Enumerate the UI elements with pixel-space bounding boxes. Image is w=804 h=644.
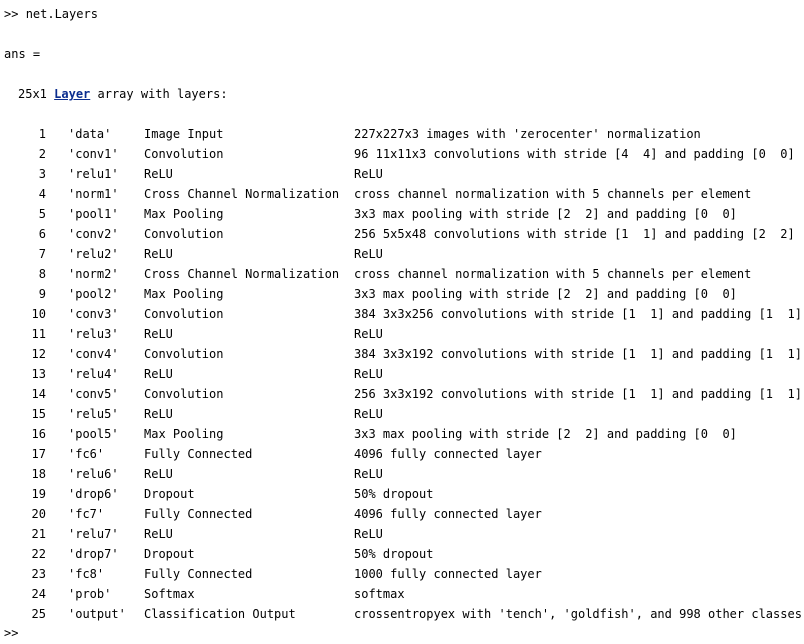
layer-type: ReLU bbox=[144, 407, 173, 421]
layer-row bbox=[0, 266, 804, 286]
layer-type: Classification Output bbox=[144, 607, 296, 621]
layer-index: 18 bbox=[31, 467, 46, 481]
layer-index: 3 bbox=[38, 167, 46, 181]
layer-description: 227x227x3 images with 'zerocenter' normalization bbox=[354, 127, 701, 141]
layer-row bbox=[0, 166, 804, 186]
layer-name: 'conv2' bbox=[68, 227, 119, 241]
layer-row bbox=[0, 466, 804, 486]
layer-type: ReLU bbox=[144, 167, 173, 181]
layer-name: 'relu5' bbox=[68, 407, 119, 421]
layer-index: 16 bbox=[31, 427, 46, 441]
command-text: net.Layers bbox=[25, 7, 98, 21]
layer-name: 'relu3' bbox=[68, 327, 119, 341]
layer-row bbox=[0, 126, 804, 146]
layer-description: 256 5x5x48 convolutions with stride [1 1] and padding [2 2] bbox=[354, 227, 795, 241]
layer-index: 9 bbox=[38, 287, 46, 301]
layer-row bbox=[0, 566, 804, 586]
layer-description: 4096 fully connected layer bbox=[354, 447, 542, 461]
layer-row bbox=[0, 206, 804, 226]
layer-name: 'conv5' bbox=[68, 387, 119, 401]
layer-type: Convolution bbox=[144, 387, 224, 401]
layer-index: 1 bbox=[38, 127, 46, 141]
ans-label: ans = bbox=[4, 47, 41, 61]
layer-index: 22 bbox=[31, 547, 46, 561]
layer-type: Max Pooling bbox=[144, 287, 224, 301]
layer-name: 'conv3' bbox=[68, 307, 119, 321]
layer-row bbox=[0, 586, 804, 606]
layer-description: ReLU bbox=[354, 407, 383, 421]
layer-description: ReLU bbox=[354, 527, 383, 541]
layer-name: 'pool1' bbox=[68, 207, 119, 221]
layer-name: 'norm2' bbox=[68, 267, 119, 281]
layer-index: 14 bbox=[31, 387, 46, 401]
layer-name: 'fc7' bbox=[68, 507, 105, 521]
layer-index: 13 bbox=[31, 367, 46, 381]
layer-index: 12 bbox=[31, 347, 46, 361]
layer-index: 7 bbox=[38, 247, 46, 261]
layer-type: Cross Channel Normalization bbox=[144, 187, 340, 201]
layer-index: 21 bbox=[31, 527, 46, 541]
layer-description: 50% dropout bbox=[354, 487, 434, 501]
layer-row bbox=[0, 346, 804, 366]
layer-index: 8 bbox=[38, 267, 46, 281]
layer-description: ReLU bbox=[354, 247, 383, 261]
array-size: 25x1 bbox=[18, 87, 47, 101]
layer-index: 11 bbox=[31, 327, 46, 341]
layer-description: 1000 fully connected layer bbox=[354, 567, 542, 581]
layer-name: 'relu7' bbox=[68, 527, 119, 541]
layer-name: 'relu1' bbox=[68, 167, 119, 181]
layer-description: 96 11x11x3 convolutions with stride [4 4] and padding [0 0] bbox=[354, 147, 795, 161]
layer-name: 'output' bbox=[68, 607, 126, 621]
layer-row bbox=[0, 246, 804, 266]
layer-type: Softmax bbox=[144, 587, 195, 601]
layer-description: 3x3 max pooling with stride [2 2] and padding [0 0] bbox=[354, 427, 737, 441]
layer-description: 50% dropout bbox=[354, 547, 434, 561]
layer-name: 'relu2' bbox=[68, 247, 119, 261]
layer-type: ReLU bbox=[144, 467, 173, 481]
layer-type: ReLU bbox=[144, 327, 173, 341]
layer-type: Convolution bbox=[144, 147, 224, 161]
layer-name: 'pool5' bbox=[68, 427, 119, 441]
layer-row bbox=[0, 306, 804, 326]
layer-type: Dropout bbox=[144, 547, 195, 561]
layer-row bbox=[0, 606, 804, 626]
layer-row bbox=[0, 546, 804, 566]
layer-description: 256 3x3x192 convolutions with stride [1 1] and padding [1 1] bbox=[354, 387, 802, 401]
layer-index: 23 bbox=[31, 567, 46, 581]
layer-index: 17 bbox=[31, 447, 46, 461]
layer-description: ReLU bbox=[354, 167, 383, 181]
layer-description: 3x3 max pooling with stride [2 2] and padding [0 0] bbox=[354, 287, 737, 301]
layer-name: 'fc8' bbox=[68, 567, 105, 581]
layer-index: 19 bbox=[31, 487, 46, 501]
layer-description: ReLU bbox=[354, 467, 383, 481]
layer-name: 'data' bbox=[68, 127, 112, 141]
layer-type: ReLU bbox=[144, 247, 173, 261]
command-line bbox=[4, 6, 98, 22]
layer-type: Dropout bbox=[144, 487, 195, 501]
layer-description: 4096 fully connected layer bbox=[354, 507, 542, 521]
layer-type: Fully Connected bbox=[144, 447, 253, 461]
layer-name: 'drop7' bbox=[68, 547, 119, 561]
layer-row bbox=[0, 406, 804, 426]
layer-description: crossentropyex with 'tench', 'goldfish', and 998 other classes bbox=[354, 607, 802, 621]
layer-name: 'fc6' bbox=[68, 447, 105, 461]
layer-description: ReLU bbox=[354, 327, 383, 341]
layer-type: Fully Connected bbox=[144, 507, 253, 521]
layer-description: 3x3 max pooling with stride [2 2] and padding [0 0] bbox=[354, 207, 737, 221]
layer-row bbox=[0, 386, 804, 406]
layer-description: softmax bbox=[354, 587, 405, 601]
layer-description: 384 3x3x192 convolutions with stride [1 1] and padding [1 1] bbox=[354, 347, 802, 361]
layer-type: Fully Connected bbox=[144, 567, 253, 581]
layer-type: ReLU bbox=[144, 527, 173, 541]
layer-row bbox=[0, 426, 804, 446]
layer-name: 'norm1' bbox=[68, 187, 119, 201]
layer-index: 6 bbox=[38, 227, 46, 241]
command-prompt: >> bbox=[4, 7, 19, 21]
layer-index: 25 bbox=[31, 607, 46, 621]
layer-index: 2 bbox=[38, 147, 46, 161]
layer-name: 'conv4' bbox=[68, 347, 119, 361]
layer-name: 'relu6' bbox=[68, 467, 119, 481]
layer-row bbox=[0, 326, 804, 346]
layer-row bbox=[0, 226, 804, 246]
layer-doc-link[interactable]: Layer bbox=[54, 87, 91, 101]
layer-type: Convolution bbox=[144, 227, 224, 241]
layer-description: cross channel normalization with 5 channels per element bbox=[354, 187, 752, 201]
input-prompt[interactable]: >> bbox=[4, 626, 19, 640]
layer-row bbox=[0, 146, 804, 166]
layer-type: Cross Channel Normalization bbox=[144, 267, 340, 281]
layer-type: Max Pooling bbox=[144, 207, 224, 221]
layer-index: 10 bbox=[31, 307, 46, 321]
layer-row bbox=[0, 506, 804, 526]
layer-type: Image Input bbox=[144, 127, 224, 141]
layer-description: ReLU bbox=[354, 367, 383, 381]
layer-name: 'drop6' bbox=[68, 487, 119, 501]
array-summary-text: array with layers: bbox=[97, 87, 228, 101]
layer-index: 5 bbox=[38, 207, 46, 221]
layer-row bbox=[0, 286, 804, 306]
layer-row bbox=[0, 446, 804, 466]
layer-row bbox=[0, 186, 804, 206]
layer-name: 'relu4' bbox=[68, 367, 119, 381]
layer-name: 'pool2' bbox=[68, 287, 119, 301]
layer-type: Convolution bbox=[144, 347, 224, 361]
layer-description: 384 3x3x256 convolutions with stride [1 1] and padding [1 1] bbox=[354, 307, 802, 321]
array-summary bbox=[18, 86, 228, 102]
layer-index: 24 bbox=[31, 587, 46, 601]
layer-name: 'conv1' bbox=[68, 147, 119, 161]
layer-row bbox=[0, 526, 804, 546]
layer-index: 4 bbox=[38, 187, 46, 201]
layer-row bbox=[0, 486, 804, 506]
layer-type: Max Pooling bbox=[144, 427, 224, 441]
layer-row bbox=[0, 366, 804, 386]
layer-type: ReLU bbox=[144, 367, 173, 381]
layer-index: 20 bbox=[31, 507, 46, 521]
layer-description: cross channel normalization with 5 channels per element bbox=[354, 267, 752, 281]
layer-type: Convolution bbox=[144, 307, 224, 321]
layer-table bbox=[0, 126, 804, 626]
layer-name: 'prob' bbox=[68, 587, 112, 601]
layer-index: 15 bbox=[31, 407, 46, 421]
